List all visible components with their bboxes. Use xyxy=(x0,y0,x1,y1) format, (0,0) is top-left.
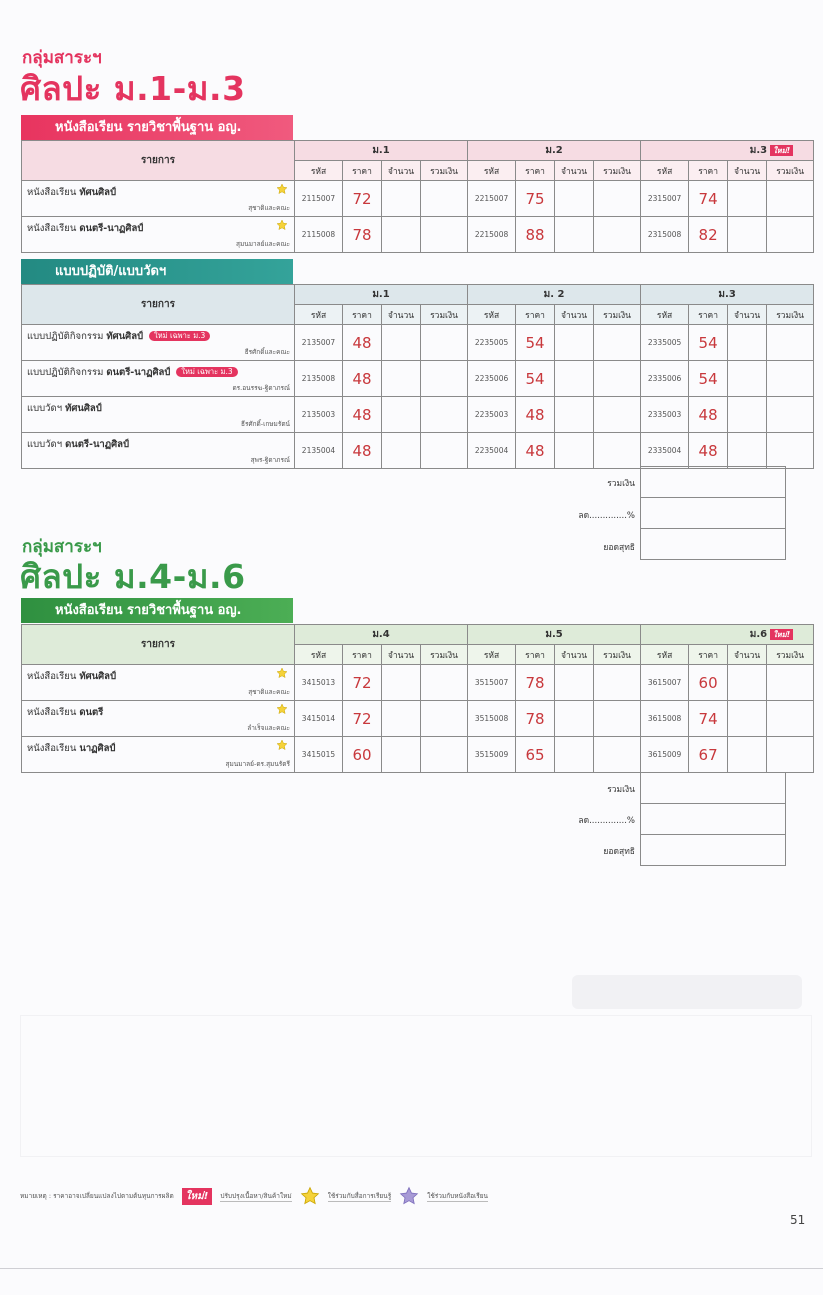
page-number: 51 xyxy=(790,1213,806,1227)
grade-header-m3: ม.3 xyxy=(641,285,814,305)
quantity-cell[interactable] xyxy=(555,217,594,253)
table-row xyxy=(22,217,814,253)
total-cell[interactable] xyxy=(594,361,641,397)
item-name: ดนตรี-นาฏศิลป์ xyxy=(106,367,171,378)
faint-background-block xyxy=(572,975,802,1009)
total-cell[interactable] xyxy=(594,325,641,361)
faint-background-frame xyxy=(20,1015,812,1157)
item-name: ดนตรี-นาฏศิลป์ xyxy=(65,439,130,450)
table-row xyxy=(22,665,814,701)
items-header: รายการ xyxy=(22,625,295,665)
product-code: 2335003 xyxy=(641,397,689,433)
yellow-star-icon xyxy=(276,703,288,715)
product-code: 2335006 xyxy=(641,361,689,397)
quantity-cell[interactable] xyxy=(555,737,594,773)
page-title-1: ศิลปะ ม.1-ม.3 xyxy=(20,69,246,108)
grade-header-m1: ม.1 xyxy=(295,285,468,305)
legend-yellow-text: ใช้ร่วมกับสื่อการเรียนรู้ xyxy=(327,1191,392,1200)
item-cell: หนังสือเรียน นาฏศิลป์ สุมนมาลย์-ดร.สุมนรัตรี xyxy=(22,737,295,773)
yellow-star-icon xyxy=(276,739,288,751)
group-label-2: กลุ่มสาระฯ xyxy=(22,537,102,557)
total-cell[interactable] xyxy=(421,361,468,397)
item-name: ทัศนศิลป์ xyxy=(65,403,102,414)
total-cell[interactable] xyxy=(767,701,814,737)
sub-header-total: รวมเงิน xyxy=(421,645,468,665)
quantity-cell[interactable] xyxy=(555,397,594,433)
banner-workbook: แบบปฏิบัติ/แบบวัดฯ xyxy=(21,259,293,284)
product-code: 2235005 xyxy=(468,325,516,361)
sub-header-code: รหัส xyxy=(468,161,516,181)
yellow-star-icon xyxy=(300,1186,320,1206)
sub-header-total: รวมเงิน xyxy=(421,161,468,181)
new-badge: ใหม่! xyxy=(770,629,793,640)
price-value: 48 xyxy=(343,361,382,397)
product-code: 2335005 xyxy=(641,325,689,361)
total-cell[interactable] xyxy=(767,325,814,361)
sub-header-code: รหัส xyxy=(468,305,516,325)
item-author: สุพร-ฐิดาภรณ์ xyxy=(250,456,290,464)
item-name: ทัศนศิลป์ xyxy=(79,671,117,682)
table-row xyxy=(22,325,814,361)
total-cell[interactable] xyxy=(421,701,468,737)
quantity-cell[interactable] xyxy=(728,181,767,217)
total-cell[interactable] xyxy=(594,665,641,701)
total-cell[interactable] xyxy=(767,361,814,397)
footer-legend xyxy=(20,1186,488,1206)
purple-star-icon xyxy=(399,1186,419,1206)
legend-new-text: ปรับปรุงเนื้อหา/สินค้าใหม่ xyxy=(220,1191,292,1200)
item-author: สุมนมาลย์และคณะ xyxy=(236,240,290,248)
yellow-star-icon xyxy=(276,219,288,231)
sub-header-price: ราคา xyxy=(343,305,382,325)
sub-header-code: รหัส xyxy=(295,645,343,665)
product-code: 3615008 xyxy=(641,701,689,737)
product-code: 2235003 xyxy=(468,397,516,433)
total-cell[interactable] xyxy=(767,217,814,253)
sub-header-qty: จำนวน xyxy=(382,305,421,325)
price-value: 78 xyxy=(516,665,555,701)
sub-header-code: รหัส xyxy=(295,305,343,325)
total-cell[interactable] xyxy=(421,737,468,773)
product-code: 2135003 xyxy=(295,397,343,433)
item-author: ลำเร็จและคณะ xyxy=(247,724,290,732)
item-name: ทัศนศิลป์ xyxy=(79,187,117,198)
items-header: รายการ xyxy=(22,285,295,325)
product-code: 3515009 xyxy=(468,737,516,773)
sub-header-total: รวมเงิน xyxy=(594,305,641,325)
summary-discount-label: ลด..............% xyxy=(578,511,635,521)
new-badge: ใหม่! xyxy=(770,145,793,156)
table-row xyxy=(22,181,814,217)
grade-header-m2: ม. 2 xyxy=(468,285,641,305)
sub-header-code: รหัส xyxy=(641,305,689,325)
quantity-cell[interactable] xyxy=(382,433,421,469)
sub-header-qty: จำนวน xyxy=(382,161,421,181)
summary-discount-box[interactable] xyxy=(640,497,786,529)
grade-header-m4: ม.4 xyxy=(295,625,468,645)
product-code: 3515008 xyxy=(468,701,516,737)
summary-net-label: ยอดสุทธิ xyxy=(603,847,635,857)
item-cell: หนังสือเรียน ทัศนศิลป์ สุชาติและคณะ xyxy=(22,181,295,217)
product-code: 2135004 xyxy=(295,433,343,469)
sub-header-qty: จำนวน xyxy=(555,305,594,325)
page-title-2: ศิลปะ ม.4-ม.6 xyxy=(20,557,246,596)
item-cell: หนังสือเรียน ทัศนศิลป์ สุชาติและคณะ xyxy=(22,665,295,701)
price-value: 65 xyxy=(516,737,555,773)
price-value: 48 xyxy=(343,433,382,469)
sub-header-qty: จำนวน xyxy=(555,161,594,181)
product-code: 2115007 xyxy=(295,181,343,217)
legend-new-badge: ใหม่! xyxy=(182,1188,213,1205)
total-cell[interactable] xyxy=(594,737,641,773)
quantity-cell[interactable] xyxy=(382,217,421,253)
total-cell[interactable] xyxy=(767,433,814,469)
summary-total-label: รวมเงิน xyxy=(607,785,635,795)
total-cell[interactable] xyxy=(594,397,641,433)
summary-discount-label: ลด..............% xyxy=(578,816,635,826)
quantity-cell[interactable] xyxy=(728,737,767,773)
item-author: ดร.อนรรฆ-ฐิดาภรณ์ xyxy=(232,384,290,392)
price-value: 48 xyxy=(516,397,555,433)
price-value: 54 xyxy=(689,361,728,397)
price-value: 74 xyxy=(689,181,728,217)
item-author: ธีรศักดิ์-เกษมรัตน์ xyxy=(241,420,290,428)
total-cell[interactable] xyxy=(421,325,468,361)
group-label-1: กลุ่มสาระฯ xyxy=(22,48,102,68)
item-cell: แบบปฏิบัติกิจกรรม ดนตรี-นาฏศิลป์ ใหม่ เฉพาะ ม.3 ดร.อนรรฆ-ฐิดาภรณ์ xyxy=(22,361,295,397)
total-cell[interactable] xyxy=(767,737,814,773)
item-name: นาฏศิลป์ xyxy=(79,743,116,754)
sub-header-price: ราคา xyxy=(516,645,555,665)
item-cell: แบบวัดฯ ดนตรี-นาฏศิลป์ สุพร-ฐิดาภรณ์ xyxy=(22,433,295,469)
sub-header-total: รวมเงิน xyxy=(594,645,641,665)
total-cell[interactable] xyxy=(767,181,814,217)
item-author: สุมนมาลย์-ดร.สุมนรัตรี xyxy=(225,760,290,768)
product-code: 3615007 xyxy=(641,665,689,701)
yellow-star-icon xyxy=(276,667,288,679)
quantity-cell[interactable] xyxy=(555,361,594,397)
quantity-cell[interactable] xyxy=(728,397,767,433)
sub-header-qty: จำนวน xyxy=(555,645,594,665)
table-row xyxy=(22,361,814,397)
quantity-cell[interactable] xyxy=(555,433,594,469)
sub-header-qty: จำนวน xyxy=(728,305,767,325)
product-code: 3615009 xyxy=(641,737,689,773)
sub-header-total: รวมเงิน xyxy=(767,305,814,325)
item-author: ธีรศักดิ์และคณะ xyxy=(244,348,290,356)
total-cell[interactable] xyxy=(421,217,468,253)
price-value: 48 xyxy=(689,433,728,469)
total-cell[interactable] xyxy=(594,701,641,737)
price-value: 48 xyxy=(343,325,382,361)
bottom-divider xyxy=(0,1268,823,1269)
quantity-cell[interactable] xyxy=(555,665,594,701)
quantity-cell[interactable] xyxy=(728,433,767,469)
price-value: 54 xyxy=(689,325,728,361)
sub-header-qty: จำนวน xyxy=(728,645,767,665)
price-value: 78 xyxy=(516,701,555,737)
price-value: 48 xyxy=(689,397,728,433)
summary-net-box[interactable] xyxy=(640,528,786,560)
footer-note: หมายเหตุ : ราคาอาจเปลี่ยนแปลงไปตามต้นทุนการผลิต xyxy=(20,1192,174,1200)
summary-net-box[interactable] xyxy=(640,834,786,866)
price-value: 78 xyxy=(343,217,382,253)
price-table-1 xyxy=(21,140,814,253)
product-code: 2215008 xyxy=(468,217,516,253)
sub-header-total: รวมเงิน xyxy=(767,645,814,665)
product-code: 2235006 xyxy=(468,361,516,397)
table-row xyxy=(22,701,814,737)
total-cell[interactable] xyxy=(421,433,468,469)
sub-header-code: รหัส xyxy=(641,645,689,665)
banner-textbook-2: หนังสือเรียน รายวิชาพื้นฐาน อญ. xyxy=(21,598,293,623)
price-value: 72 xyxy=(343,701,382,737)
summary-discount-box[interactable] xyxy=(640,803,786,835)
price-value: 54 xyxy=(516,325,555,361)
price-value: 48 xyxy=(516,433,555,469)
price-value: 72 xyxy=(343,665,382,701)
summary-total-label: รวมเงิน xyxy=(607,479,635,489)
product-code: 2215007 xyxy=(468,181,516,217)
sub-header-total: รวมเงิน xyxy=(421,305,468,325)
quantity-cell[interactable] xyxy=(555,701,594,737)
total-cell[interactable] xyxy=(594,217,641,253)
price-value: 75 xyxy=(516,181,555,217)
yellow-star-icon xyxy=(276,183,288,195)
quantity-cell[interactable] xyxy=(728,665,767,701)
grade-header-m1: ม.1 xyxy=(295,141,468,161)
new-tag: ใหม่ เฉพาะ ม.3 xyxy=(149,331,210,341)
quantity-cell[interactable] xyxy=(382,361,421,397)
price-value: 54 xyxy=(516,361,555,397)
item-name: ทัศนศิลป์ xyxy=(106,331,144,342)
table-row xyxy=(22,737,814,773)
sub-header-code: รหัส xyxy=(468,645,516,665)
grade-header-m6: ม.6 ใหม่! xyxy=(641,625,814,645)
total-cell[interactable] xyxy=(421,665,468,701)
grade-header-m3: ม.3 ใหม่! xyxy=(641,141,814,161)
item-cell: หนังสือเรียน ดนตรี-นาฏศิลป์ สุมนมาลย์และคณะ xyxy=(22,217,295,253)
total-cell[interactable] xyxy=(421,397,468,433)
total-cell[interactable] xyxy=(594,181,641,217)
product-code: 3415014 xyxy=(295,701,343,737)
items-header: รายการ xyxy=(22,141,295,181)
summary-net-label: ยอดสุทธิ xyxy=(603,543,635,553)
quantity-cell[interactable] xyxy=(728,361,767,397)
product-code: 3515007 xyxy=(468,665,516,701)
quantity-cell[interactable] xyxy=(728,217,767,253)
sub-header-qty: จำนวน xyxy=(728,161,767,181)
product-code: 2115008 xyxy=(295,217,343,253)
quantity-cell[interactable] xyxy=(382,737,421,773)
price-value: 60 xyxy=(343,737,382,773)
sub-header-price: ราคา xyxy=(343,645,382,665)
price-value: 67 xyxy=(689,737,728,773)
quantity-cell[interactable] xyxy=(382,397,421,433)
quantity-cell[interactable] xyxy=(728,701,767,737)
price-value: 82 xyxy=(689,217,728,253)
sub-header-price: ราคา xyxy=(516,161,555,181)
price-value: 74 xyxy=(689,701,728,737)
table-row xyxy=(22,433,814,469)
quantity-cell[interactable] xyxy=(382,325,421,361)
grade-header-m2: ม.2 xyxy=(468,141,641,161)
sub-header-qty: จำนวน xyxy=(382,645,421,665)
product-code: 3415013 xyxy=(295,665,343,701)
sub-header-price: ราคา xyxy=(689,645,728,665)
price-table-2 xyxy=(21,284,814,469)
sub-header-total: รวมเงิน xyxy=(594,161,641,181)
item-author: สุชาติและคณะ xyxy=(248,204,290,212)
item-cell: หนังสือเรียน ดนตรี ลำเร็จและคณะ xyxy=(22,701,295,737)
quantity-cell[interactable] xyxy=(555,325,594,361)
new-tag: ใหม่ เฉพาะ ม.3 xyxy=(176,367,237,377)
sub-header-total: รวมเงิน xyxy=(767,161,814,181)
sub-header-price: ราคา xyxy=(343,161,382,181)
quantity-cell[interactable] xyxy=(382,665,421,701)
total-cell[interactable] xyxy=(594,433,641,469)
item-name: ดนตรี-นาฏศิลป์ xyxy=(79,223,144,234)
item-author: สุชาติและคณะ xyxy=(248,688,290,696)
product-code: 3415015 xyxy=(295,737,343,773)
total-cell[interactable] xyxy=(421,181,468,217)
sub-header-code: รหัส xyxy=(641,161,689,181)
product-code: 2235004 xyxy=(468,433,516,469)
table-row xyxy=(22,397,814,433)
quantity-cell[interactable] xyxy=(555,181,594,217)
banner-textbook-1: หนังสือเรียน รายวิชาพื้นฐาน อญ. xyxy=(21,115,293,140)
price-value: 60 xyxy=(689,665,728,701)
quantity-cell[interactable] xyxy=(382,181,421,217)
item-cell: แบบปฏิบัติกิจกรรม ทัศนศิลป์ ใหม่ เฉพาะ ม.3 ธีรศักดิ์และคณะ xyxy=(22,325,295,361)
legend-purple-text: ใช้ร่วมกับหนังสือเรียน xyxy=(427,1191,488,1200)
quantity-cell[interactable] xyxy=(728,325,767,361)
item-name: ดนตรี xyxy=(79,707,104,718)
total-cell[interactable] xyxy=(767,665,814,701)
price-value: 88 xyxy=(516,217,555,253)
quantity-cell[interactable] xyxy=(382,701,421,737)
product-code: 2135007 xyxy=(295,325,343,361)
sub-header-price: ราคา xyxy=(689,161,728,181)
product-code: 2315007 xyxy=(641,181,689,217)
product-code: 2315008 xyxy=(641,217,689,253)
summary-total-box[interactable] xyxy=(640,772,786,804)
grade-header-m5: ม.5 xyxy=(468,625,641,645)
product-code: 2135008 xyxy=(295,361,343,397)
sub-header-code: รหัส xyxy=(295,161,343,181)
summary-total-box[interactable] xyxy=(640,466,786,498)
item-cell: แบบวัดฯ ทัศนศิลป์ ธีรศักดิ์-เกษมรัตน์ xyxy=(22,397,295,433)
price-value: 48 xyxy=(343,397,382,433)
price-table-3 xyxy=(21,624,814,773)
product-code: 2335004 xyxy=(641,433,689,469)
total-cell[interactable] xyxy=(767,397,814,433)
price-value: 72 xyxy=(343,181,382,217)
sub-header-price: ราคา xyxy=(689,305,728,325)
sub-header-price: ราคา xyxy=(516,305,555,325)
